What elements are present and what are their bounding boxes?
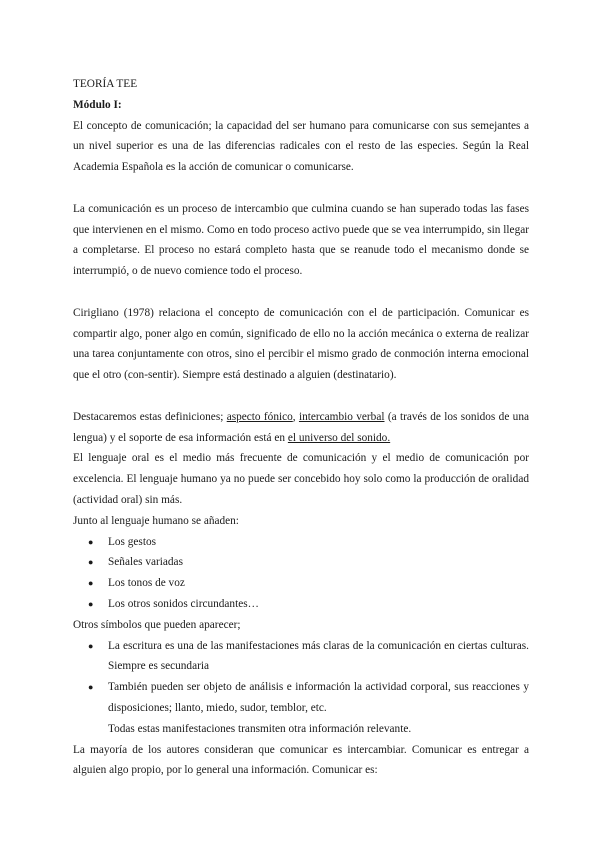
bullet-icon: ● — [88, 682, 94, 693]
paragraph-process: La comunicación es un proceso de intercambio que culmina cuando se han superado todas las fases que intervienen en el mismo. Como en todo proceso activo puede que se vea interrumpido, sin llegar a completarse. El proceso no estará completo hasta que se reanude todo el mecanismo donde se interrumpió, o de nuevo comience todo el proceso. — [73, 202, 529, 278]
document-title: TEORÍA TEE — [73, 78, 138, 90]
bullet-icon: ● — [88, 557, 94, 568]
underlined-aspecto-fonico: aspecto fónico — [226, 410, 293, 423]
list-item: ● Los gestos — [73, 532, 529, 553]
paragraph-symbols-intro: Otros símbolos que pueden aparecer; — [73, 618, 241, 631]
paragraph-cirigliano: Cirigliano (1978) relaciona el concepto de comunicación con el de participación. Comunicar es compartir algo, poner algo en común, significado de ello no la acción mecánica o externa de realizar una tarea conjuntamente con otros, sino el percibir el mismo grado de conmoción interna emocional que el otro (con-sentir). Siempre está destinado a alguien (destinatario). — [73, 306, 529, 382]
document-page — [73, 74, 529, 781]
module-heading: Módulo I: — [73, 98, 122, 111]
list-item: ● También pueden ser objeto de análisis e información la actividad corporal, sus reacciones y disposiciones; llanto, miedo, sudor, temblor, etc. — [73, 677, 529, 719]
paragraph-oral-language: El lenguaje oral es el medio más frecuente de comunicación y el medio de comunicación por excelencia. El lenguaje humano ya no puede ser concebido hoy solo como la producción de oralidad (actividad oral) sin más. — [73, 452, 529, 506]
bullet-icon: ● — [88, 536, 94, 547]
paragraph-additions-intro: Junto al lenguaje humano se añaden: — [73, 514, 239, 527]
paragraph-definitions: Destacaremos estas definiciones; aspecto fónico, intercambio verbal (a través de los sonidos de una lengua) y el soporte de esa información está en el universo del sonido. — [73, 410, 529, 444]
bullet-icon: ● — [88, 640, 94, 651]
symbols-list — [73, 636, 529, 719]
list-item: ● Los otros sonidos circundantes… — [73, 594, 529, 615]
list-item: ● Los tonos de voz — [73, 573, 529, 594]
underlined-intercambio-verbal: intercambio verbal — [298, 410, 385, 423]
paragraph-majority: La mayoría de los autores consideran que comunicar es intercambiar. Comunicar es entregar a alguien algo propio, por lo general una información. Comunicar es: — [73, 743, 529, 777]
list-item: ● Señales variadas — [73, 552, 529, 573]
list-item: ● La escritura es una de las manifestaciones más claras de la comunicación en ciertas culturas. Siempre es secundaria — [73, 636, 529, 678]
bullet-icon: ● — [88, 578, 94, 589]
additions-list — [73, 532, 529, 615]
paragraph-manifestations: Todas estas manifestaciones transmiten otra información relevante. — [108, 722, 412, 735]
bullet-icon: ● — [88, 598, 94, 609]
paragraph-definition: El concepto de comunicación; la capacidad del ser humano para comunicarse con sus semejantes a un nivel superior es una de las diferencias radicales con el resto de las especies. Según la Real Academia Española es la acción de comunicar o comunicarse. — [73, 119, 529, 174]
underlined-universo-sonido: el universo del sonido. — [287, 431, 391, 444]
